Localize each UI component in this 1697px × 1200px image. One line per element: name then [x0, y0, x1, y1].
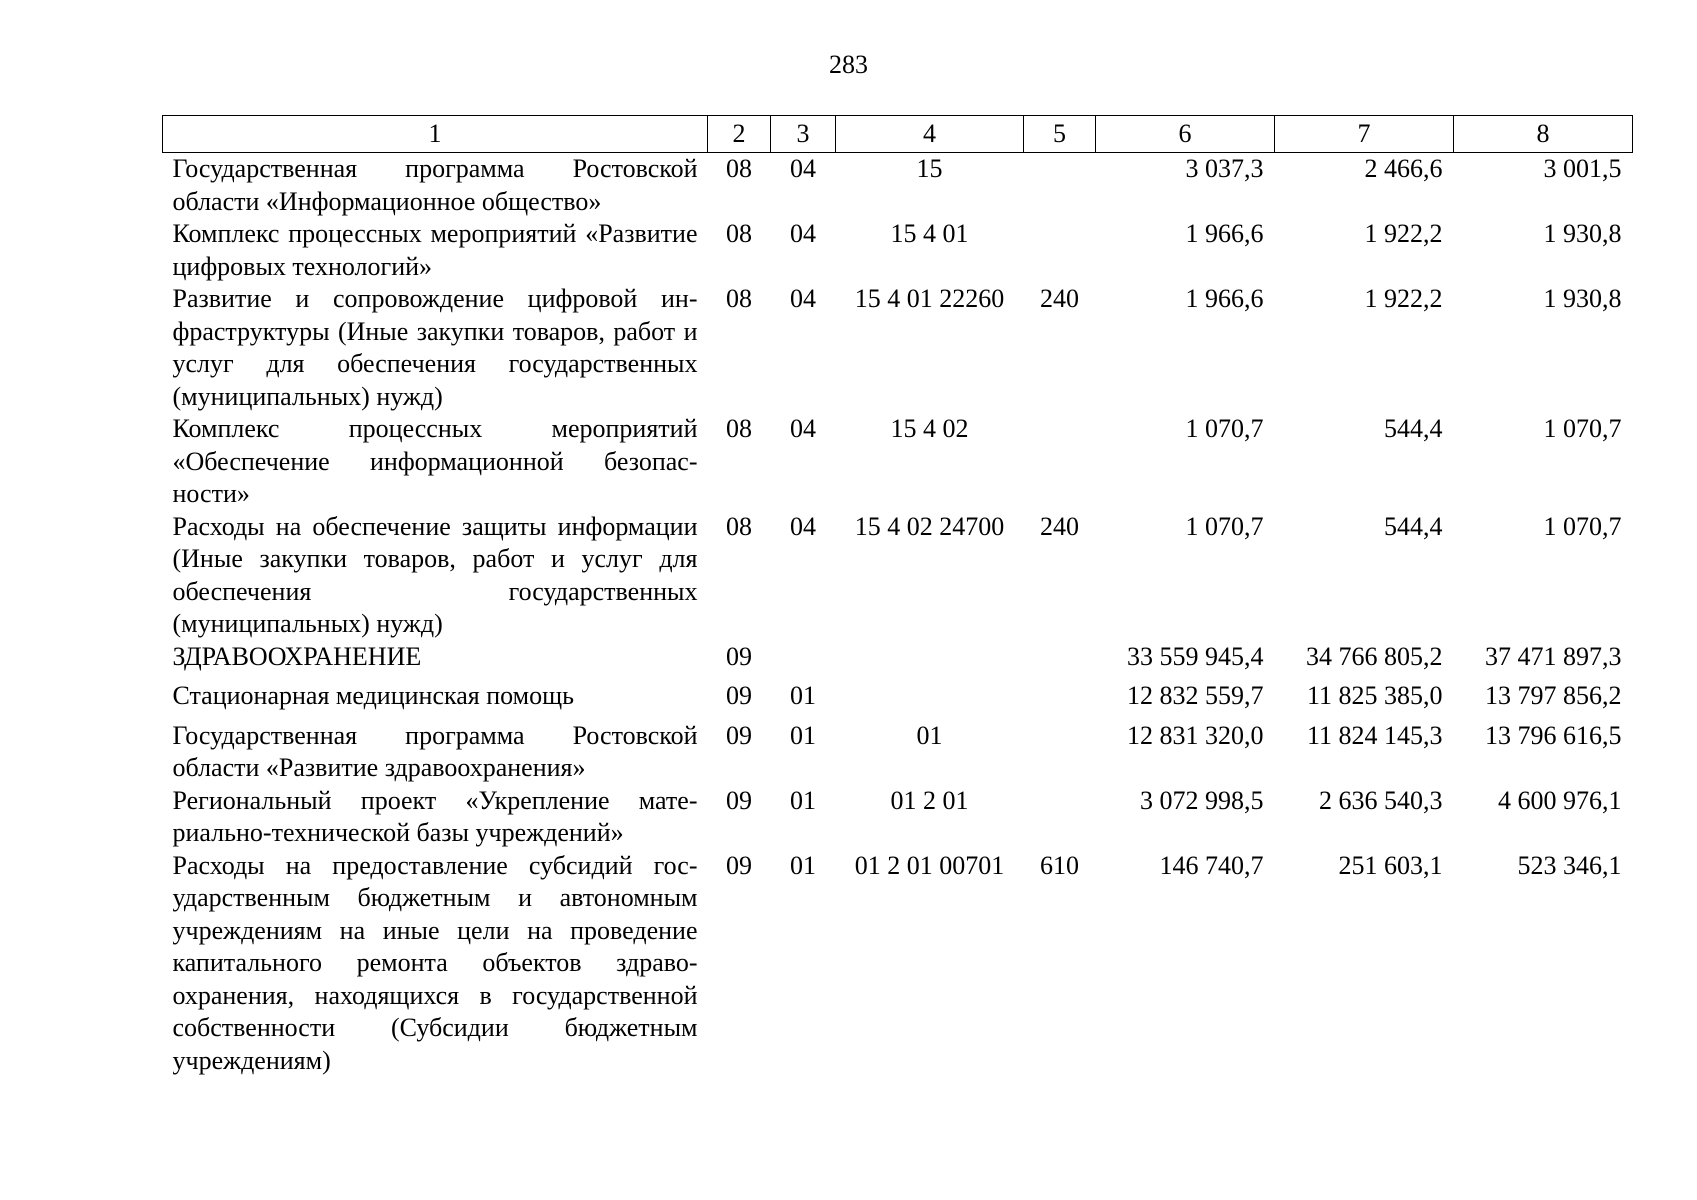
- table-row: [163, 283, 1633, 413]
- row-section: 09: [726, 785, 752, 815]
- row-name: Расходы на предоставление субсидий государственным бюджетным и автономным учреждениям на иные цели на проведение капитального ремонта объектов здравоохранения, находящихся в государственной собственности (Субсидии бюджетным учреждениям): [172, 850, 698, 1075]
- row-section: 09: [726, 641, 752, 671]
- row-value-7: 11 824 145,3: [1306, 720, 1443, 750]
- row-name: Расходы на обеспечение защиты информации (Иные закупки товаров, работ и услуг для обеспечения государственных (муниципальных) нужд): [172, 511, 698, 638]
- header-col-5: 5: [1024, 116, 1096, 153]
- row-expense-type: [1024, 680, 1096, 720]
- row-subsection: [771, 641, 836, 681]
- row-value-8: 1 070,7: [1543, 511, 1622, 541]
- row-name: Комплекс процессных мероприятий «Развитие цифровых технологий»: [172, 219, 698, 281]
- row-value-6: 1 966,6: [1185, 219, 1264, 248]
- row-value-6: 1 966,6: [1185, 284, 1264, 313]
- row-subsection: 04: [790, 284, 816, 313]
- header-col-3: 3: [771, 116, 836, 153]
- table-row: [163, 785, 1633, 850]
- header-row: [163, 116, 1633, 153]
- row-value-7: 1 922,2: [1364, 219, 1443, 248]
- header-col-8: 8: [1454, 116, 1633, 153]
- row-value-6: 1 070,7: [1185, 511, 1264, 541]
- row-value-6: 33 559 945,4: [1127, 641, 1264, 671]
- budget-table: [162, 115, 1633, 1077]
- row-value-8: 1 070,7: [1543, 414, 1622, 443]
- row-value-8: 37 471 897,3: [1485, 641, 1622, 671]
- row-target-code: 15 4 02 24700: [854, 511, 1005, 541]
- row-name: Региональный проект «Укрепление материально-технической базы учреждений»: [172, 785, 698, 847]
- row-name: Развитие и сопровождение цифровой инфраструктуры (Иные закупки товаров, работ и услуг для обеспечения государственных (муниципальных) нужд): [172, 284, 698, 411]
- row-name: Стационарная медицинская помощь: [172, 681, 574, 710]
- row-section: 08: [726, 219, 752, 248]
- row-value-8: 1 930,8: [1543, 284, 1622, 313]
- row-target-code: 01: [916, 720, 943, 750]
- row-value-7: 2 636 540,3: [1319, 785, 1443, 815]
- row-name: ЗДРАВООХРАНЕНИЕ: [172, 641, 422, 671]
- row-value-8: 3 001,5: [1543, 154, 1622, 183]
- row-target-code: 01 2 01 00701: [854, 850, 1005, 880]
- row-value-8: 1 930,8: [1543, 219, 1622, 248]
- row-target-code: 15: [916, 154, 943, 183]
- row-value-6: 12 831 320,0: [1127, 720, 1264, 750]
- row-expense-type: [1024, 720, 1096, 785]
- table-row: [163, 413, 1633, 511]
- table-header: [163, 116, 1633, 153]
- row-value-8: 13 796 616,5: [1485, 720, 1622, 750]
- row-section: 08: [726, 154, 752, 183]
- row-target-code: 15 4 01 22260: [854, 284, 1005, 313]
- row-target-code: 15 4 01: [890, 219, 969, 248]
- row-subsection: 04: [790, 219, 816, 248]
- row-value-7: 544,4: [1384, 511, 1443, 541]
- row-expense-type: 240: [1040, 511, 1079, 541]
- row-target-code: [836, 680, 1024, 720]
- table-row: [163, 153, 1633, 219]
- row-subsection: 04: [790, 414, 816, 443]
- row-target-code: 15 4 02: [890, 414, 969, 443]
- table-row: [163, 720, 1633, 785]
- row-subsection: 01: [790, 850, 816, 880]
- row-subsection: 01: [790, 681, 816, 710]
- row-expense-type: 610: [1040, 850, 1079, 880]
- row-value-6: 3 037,3: [1185, 154, 1264, 183]
- table-body: [163, 153, 1633, 1078]
- row-value-8: 13 797 856,2: [1485, 681, 1622, 710]
- row-value-6: 1 070,7: [1185, 414, 1264, 443]
- row-target-code: [836, 641, 1024, 681]
- row-name: Государственная программа Ростовской области «Развитие здравоохранения»: [172, 720, 698, 782]
- header-col-6: 6: [1096, 116, 1275, 153]
- table-row: [163, 680, 1633, 720]
- row-subsection: 04: [790, 511, 816, 541]
- header-col-2: 2: [708, 116, 771, 153]
- row-subsection: 01: [790, 785, 816, 815]
- page-number: 283: [829, 50, 868, 79]
- row-expense-type: [1024, 641, 1096, 681]
- row-value-7: 11 825 385,0: [1306, 681, 1443, 710]
- row-name: Комплекс процессных мероприятий «Обеспечение информационной безопасности»: [172, 414, 698, 508]
- header-col-1: 1: [163, 116, 708, 153]
- row-expense-type: [1024, 413, 1096, 511]
- table-row: [163, 218, 1633, 283]
- row-value-8: 4 600 976,1: [1498, 785, 1622, 815]
- row-target-code: 01 2 01: [890, 785, 969, 815]
- table-row: [163, 511, 1633, 641]
- row-section: 08: [726, 511, 752, 541]
- table-row: [163, 641, 1633, 681]
- row-value-6: 3 072 998,5: [1140, 785, 1264, 815]
- row-subsection: 04: [790, 154, 816, 183]
- row-value-8: 523 346,1: [1517, 850, 1622, 880]
- row-value-7: 34 766 805,2: [1306, 641, 1443, 671]
- row-section: 09: [726, 720, 752, 750]
- row-expense-type: 240: [1040, 284, 1079, 313]
- row-expense-type: [1024, 153, 1096, 219]
- row-section: 08: [726, 414, 752, 443]
- header-col-4: 4: [836, 116, 1024, 153]
- row-value-7: 2 466,6: [1364, 154, 1443, 183]
- row-name: Государственная программа Ростовской области «Информационное общество»: [172, 154, 698, 216]
- row-value-7: 1 922,2: [1364, 284, 1443, 313]
- table-row: [163, 850, 1633, 1078]
- row-value-6: 12 832 559,7: [1127, 681, 1264, 710]
- row-value-7: 251 603,1: [1338, 850, 1443, 880]
- row-expense-type: [1024, 218, 1096, 283]
- row-subsection: 01: [790, 720, 816, 750]
- row-section: 09: [726, 850, 752, 880]
- row-value-7: 544,4: [1384, 414, 1443, 443]
- row-value-6: 146 740,7: [1159, 850, 1264, 880]
- header-col-7: 7: [1275, 116, 1454, 153]
- row-section: 09: [726, 681, 752, 710]
- row-expense-type: [1024, 785, 1096, 850]
- row-section: 08: [726, 284, 752, 313]
